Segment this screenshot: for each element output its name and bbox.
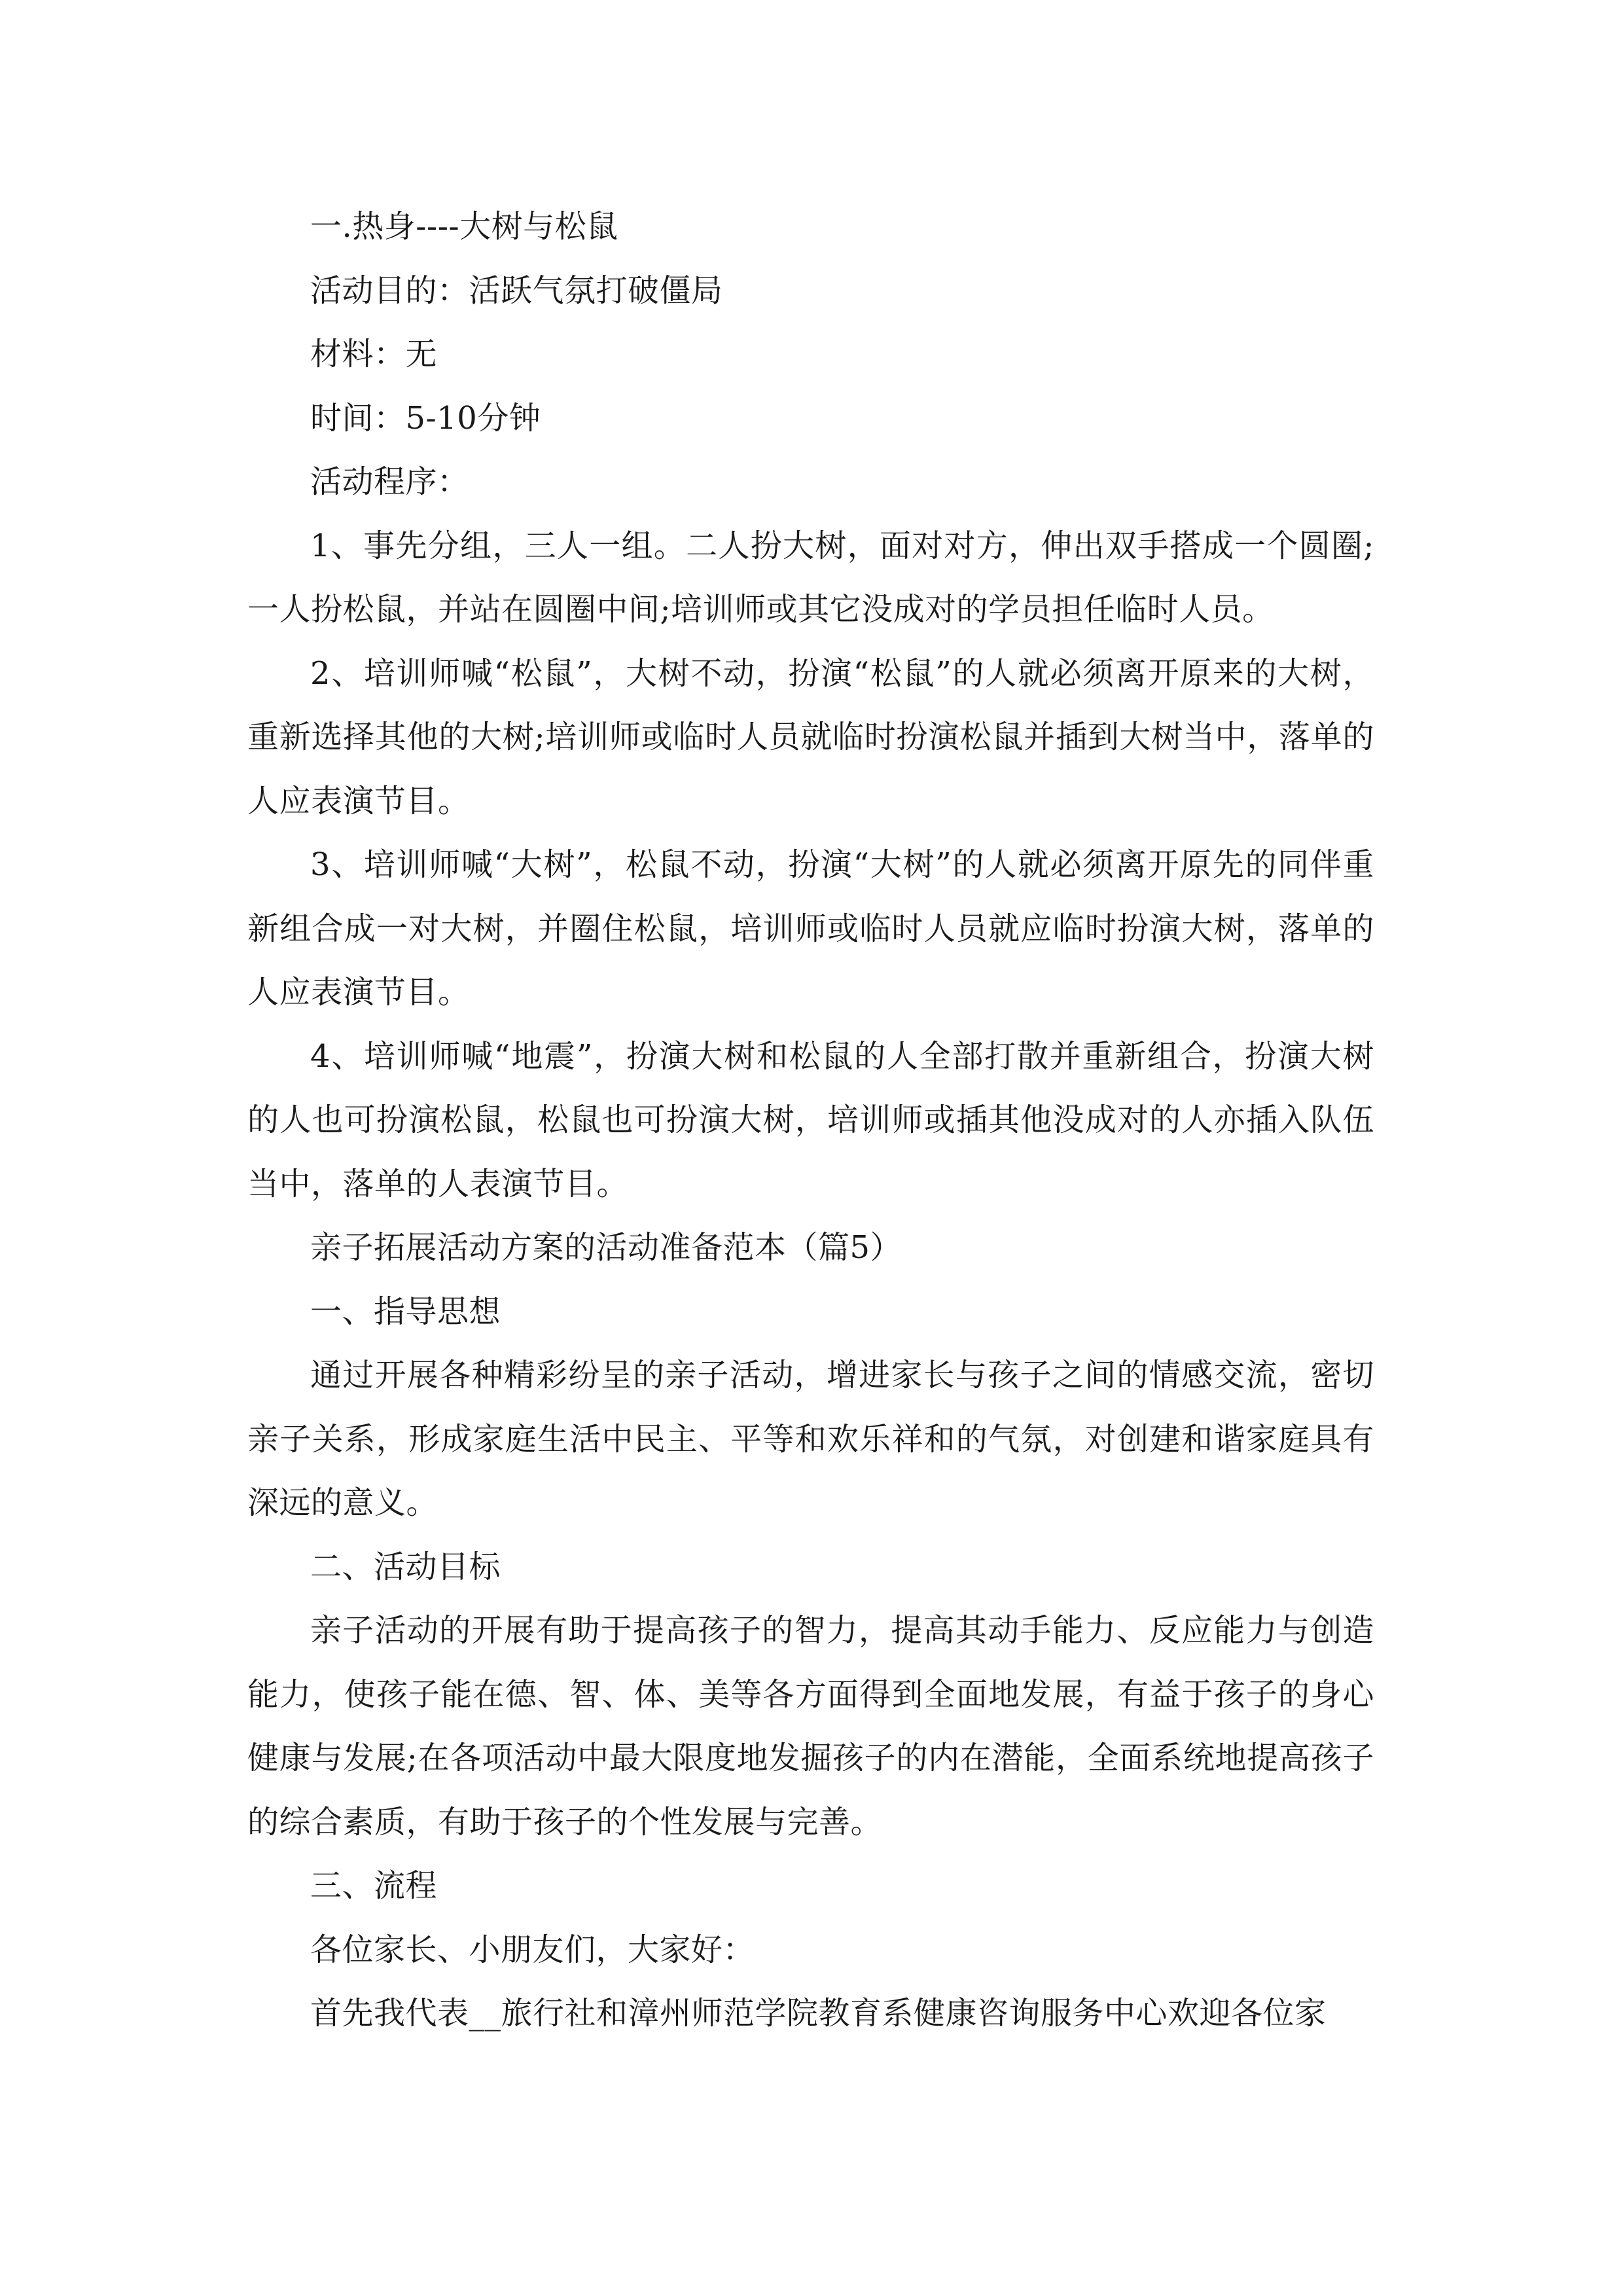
greeting: 各位家长、小朋友们，大家好： (310, 1931, 755, 1968)
guiding-ideology-text: 通过开展各种精彩纷呈的亲子活动，增进家长与孩子之间的情感交流，密切亲子关系，形成家庭生活中民主、平等和欢乐祥和的气氛，对创建和谐家庭具有深远的意义。 (247, 1357, 1374, 1521)
activity-goals-text: 亲子活动的开展有助于提高孩子的智力，提高其动手能力、反应能力与创造能力，使孩子能在德、智、体、美等各方面得到全面地发展，有益于孩子的身心健康与发展;在各项活动中最大限度地发掘孩子的内在潜能，全面系统地提高孩子的综合素质，有助于孩子的个性发展与完善。 (247, 1612, 1374, 1840)
document-body (247, 195, 1374, 2046)
activity-purpose: 活动目的：活跃气氛打破僵局 (310, 272, 723, 309)
section-title-part5: 亲子拓展活动方案的活动准备范本（篇5） (310, 1229, 902, 1266)
heading-process: 三、流程 (310, 1867, 438, 1904)
section-heading-warmup: 一.热身----大树与松鼠 (310, 208, 618, 245)
procedure-heading: 活动程序： (310, 463, 469, 500)
materials: 材料：无 (310, 336, 438, 372)
procedure-step-4: 4、培训师喊“地震”，扮演大树和松鼠的人全部打散并重新组合，扮演大树的人也可扮演松鼠，松鼠也可扮演大树，培训师或插其他没成对的人亦插入队伍当中，落单的人表演节目。 (247, 1037, 1374, 1202)
heading-guiding-ideology: 一、指导思想 (310, 1293, 501, 1330)
heading-activity-goals: 二、活动目标 (310, 1548, 501, 1585)
duration: 时间：5-10分钟 (310, 399, 541, 437)
procedure-step-2: 2、培训师喊“松鼠”，大树不动，扮演“松鼠”的人就必须离开原来的大树，重新选择其他的大树;培训师或临时人员就临时扮演松鼠并插到大树当中，落单的人应表演节目。 (247, 655, 1374, 819)
procedure-step-3: 3、培训师喊“大树”，松鼠不动，扮演“大树”的人就必须离开原先的同伴重新组合成一对大树，并圈住松鼠，培训师或临时人员就应临时扮演大树，落单的人应表演节目。 (247, 846, 1374, 1011)
procedure-step-1: 1、事先分组，三人一组。二人扮大树，面对对方，伸出双手搭成一个圆圈;一人扮松鼠，并站在圆圈中间;培训师或其它没成对的学员担任临时人员。 (247, 527, 1374, 628)
welcome-text: 首先我代表__旅行社和漳州师范学院教育系健康咨询服务中心欢迎各位家 (310, 1995, 1327, 2032)
